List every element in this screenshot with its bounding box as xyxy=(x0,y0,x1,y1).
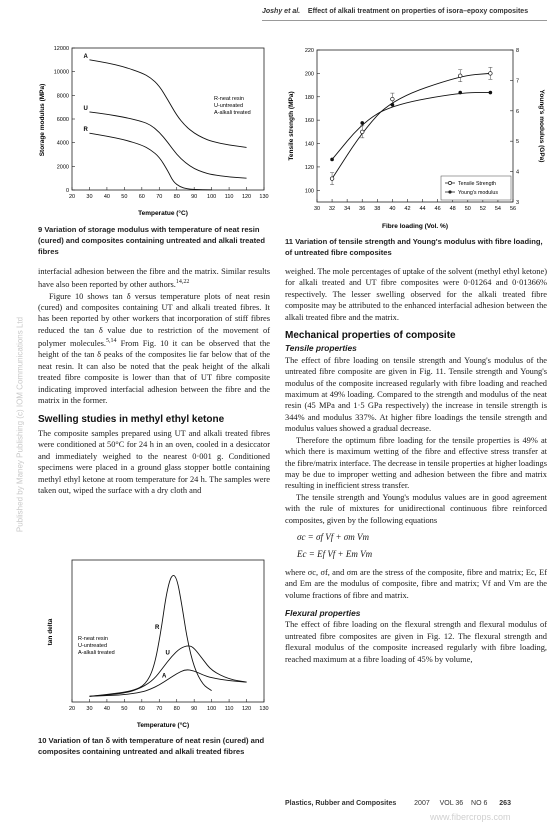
y-tick-label: 100 xyxy=(304,188,314,195)
series-line-A xyxy=(89,670,246,696)
x-tick-label: 30 xyxy=(86,194,93,200)
x-tick-label: 32 xyxy=(329,206,336,212)
x-tick-label: 70 xyxy=(156,194,163,200)
subsection-heading: Tensile properties xyxy=(285,343,357,354)
x-tick-label: 42 xyxy=(404,206,411,212)
paragraph: interfacial adhesion between the fibre and the matrix. Similar results have also been reported by other authors.$^{14,22}$ xyxy=(38,267,270,290)
x-tick-label: 46 xyxy=(434,206,441,212)
legend-entry: U-untreated xyxy=(78,643,108,649)
header-rule xyxy=(262,20,547,21)
y-tick-label: 200 xyxy=(304,71,314,78)
modulus-point xyxy=(458,91,462,95)
section-heading: Swelling studies in methyl ethyl ketone xyxy=(38,414,225,426)
legend-entry: Tensile Strength xyxy=(458,181,496,187)
x-axis-label: Temperatue (°C) xyxy=(138,210,188,217)
y-tick-label: 220 xyxy=(304,48,314,54)
tensile-point xyxy=(360,130,364,134)
series-label: A xyxy=(83,53,88,60)
paragraph: The effect of fibre loading on the flexural strength and flexural modulus of untreated fibre composites are given in Fig. 12. The flexural strength and flexural modulus of the composite increased regularly with fibre loading, reached maximum at a fibre loading of 45% by volume, xyxy=(285,620,547,664)
page-footer xyxy=(285,800,547,807)
modulus-point xyxy=(489,91,493,95)
figure-9-chart xyxy=(38,40,270,220)
series-line-U xyxy=(89,112,246,178)
legend-entry: R-neat resin xyxy=(214,96,244,102)
legend-entry: U-untreated xyxy=(214,103,244,109)
y2-tick-label: 7 xyxy=(516,78,520,85)
y-tick-label: 160 xyxy=(304,118,314,125)
x-tick-label: 120 xyxy=(241,706,252,712)
y-tick-label: 10000 xyxy=(53,69,69,76)
paragraph: where σc, σf, and σm are the stress of the composite, fibre and matrix; Ec, Ef and Em are the modulus of composite, fibre and matrix; Vf and Vm are the volume fractions of fibre and matrix. xyxy=(285,567,547,600)
y-tick-label: 140 xyxy=(304,141,314,148)
section-heading: Mechanical properties of composite xyxy=(285,330,456,342)
y-tick-label: 120 xyxy=(304,164,314,171)
running-header xyxy=(262,8,547,15)
y-tick-label: 0 xyxy=(65,188,69,194)
issue: NO 6 xyxy=(471,800,488,807)
x-tick-label: 40 xyxy=(389,206,396,212)
series-line-tensile xyxy=(332,73,490,178)
x-tick-label: 60 xyxy=(138,194,145,200)
modulus-point xyxy=(391,103,395,107)
y2-axis-label: Young's modulus (GPa) xyxy=(538,89,545,163)
y-tick-label: 180 xyxy=(304,94,314,101)
equation-2: Ec = Ef Vf + Em Vm xyxy=(297,549,373,560)
x-tick-label: 30 xyxy=(86,706,93,712)
right-column xyxy=(285,266,547,665)
x-tick-label: 52 xyxy=(479,206,486,212)
x-tick-label: 70 xyxy=(156,706,163,712)
volume: VOL 36 xyxy=(439,800,464,807)
x-tick-label: 34 xyxy=(344,206,351,212)
plot-frame xyxy=(72,560,264,702)
x-tick-label: 130 xyxy=(259,706,269,712)
x-tick-label: 60 xyxy=(138,706,145,712)
x-tick-label: 20 xyxy=(68,706,76,712)
paragraph: The composite samples prepared using UT and alkali treated fibres were conditioned at 50°C for 24 h in an oven, cooled in a desiccator and immediately weighed to the nearest 0·001 g. Conditioned specimens were placed in a ground glass stopper bottle containing methyl ethyl ketone at room temperature for 24 h. The samples were taken out, wiped the surface with a dry cloth and xyxy=(38,428,270,495)
x-tick-label: 48 xyxy=(449,206,456,212)
x-tick-label: 80 xyxy=(173,706,180,712)
tensile-point xyxy=(391,97,395,101)
x-tick-label: 100 xyxy=(207,194,217,200)
tensile-point xyxy=(489,72,493,76)
subsection-heading: Flexural properties xyxy=(285,607,361,618)
x-tick-label: 50 xyxy=(121,194,128,200)
tensile-point xyxy=(458,74,462,78)
publisher-sidebar: Published by Maney Publishing (c) IOM Communications Ltd xyxy=(15,316,25,533)
legend-entry: A-alkali treated xyxy=(214,110,251,116)
legend-entry: A-alkali treated xyxy=(78,650,115,656)
y2-tick-label: 4 xyxy=(516,169,520,176)
equation-1: σc = σf Vf + σm Vm xyxy=(297,531,369,542)
paragraph: weighed. The mole percentages of uptake of the solvent (methyl ethyl ketone) for alkali treated and UT fibre composites were 0·01264 and 0·01366% respectively. The lesser swelling observed for the alkali treated fibre composite may be attributed to the enhanced interfacial adhesion between the alkali treated fibre and the matrix. xyxy=(285,267,547,322)
x-tick-label: 40 xyxy=(103,194,110,200)
figure-11-caption: 11 Variation of tensile strength and Young's modulus with fibre loading, of untreated fibre composites xyxy=(285,237,543,257)
x-tick-label: 120 xyxy=(241,194,252,200)
x-tick-label: 80 xyxy=(173,194,180,200)
legend xyxy=(441,176,511,200)
series-label: R xyxy=(83,127,88,134)
header-authors: Joshy et al. xyxy=(262,8,301,15)
x-tick-label: 90 xyxy=(191,706,198,712)
x-axis-label: Temperature (°C) xyxy=(136,722,190,729)
y-tick-label: 12000 xyxy=(53,46,69,52)
y-axis-label: Tensile strength (MPa) xyxy=(288,91,295,161)
x-tick-label: 38 xyxy=(374,206,381,212)
series-label: A xyxy=(162,673,167,680)
x-tick-label: 110 xyxy=(224,706,234,712)
legend-entry: Young's modulus xyxy=(458,190,498,196)
left-column-upper xyxy=(38,266,270,496)
page-number: 263 xyxy=(499,800,511,807)
y2-tick-label: 3 xyxy=(516,200,520,206)
header-title: Effect of alkali treatment on properties of isora–epoxy composites xyxy=(307,8,529,15)
x-tick-label: 100 xyxy=(207,706,217,712)
paragraph: Therefore the optimum fibre loading for the tensile properties is 49% at which there is maximum wetting of the fibre and effective stress transfer at the fibre/matrix interface. The decrease in tensile properties at higher loadings may be due to improper wetting and adhesion between the fibre and matrix resulting in inefficient stress transfer. xyxy=(285,435,547,491)
x-tick-label: 50 xyxy=(121,706,128,712)
y-axis-label: tan delta xyxy=(47,618,54,646)
paragraph: The tensile strength and Young's modulus values are in good agreement with the rule of mixtures for unidirectional continuous fibre reinforced composites, given by the following equations xyxy=(285,492,547,525)
plot-frame xyxy=(72,48,264,190)
journal-name: Plastics, Rubber and Composites xyxy=(285,800,397,807)
tensile-point xyxy=(330,177,334,181)
x-tick-label: 44 xyxy=(419,206,426,212)
figure-9-caption: 9 Variation of storage modulus with temperature of neat resin (cured) and composites containing untreated and alkali treated fibres xyxy=(38,225,266,256)
x-tick-label: 40 xyxy=(103,706,110,712)
x-tick-label: 110 xyxy=(224,194,234,200)
figure-10-chart xyxy=(38,552,270,732)
series-line-R xyxy=(89,133,211,190)
y2-tick-label: 5 xyxy=(516,139,520,146)
y2-tick-label: 6 xyxy=(516,108,520,115)
figure-10-caption: 10 Variation of tan δ with temperature of neat resin (cured) and composites containing untreated and alkali treated fibres xyxy=(38,736,265,756)
y-axis-label: Storage modulus (MPa) xyxy=(39,83,46,157)
modulus-point xyxy=(330,158,334,162)
series-label: U xyxy=(165,650,170,657)
series-label: R xyxy=(155,625,160,631)
paragraph: The effect of fibre loading on tensile strength and Young's modulus of the untreated fibre composite are given in Fig. 11. Tensile strength and Young's modulus of the composite increased regularly with fibre loading and reached maximum at 49% loading. Compared to the strength and modulus of the neat resin (45 MPa and 1·5 GPa respectively) the increase in tensile strength is 344% and modulus 337%. At higher fibre loadings the tensile strength and modulus values showed a gradual decrease. xyxy=(285,355,547,434)
x-tick-label: 90 xyxy=(191,194,198,200)
paragraph: Figure 10 shows tan δ versus temperature plots of neat resin (cured) and composites containing UT and alkali treated fibres. It has been reported by other workers that incorporation of stiff fibres reduced the tan δ value due to restriction of the movement of polymer molecules.$^{5,14}$ From Fig. 10 it can be observed that the height of the tan δ peaks of the composites lie far below that of the neat resin. It can also be noted that the peak height of the alkali treated fibre composite is lower than that of UT fibre composite indicating improved interfacial adhesion between the fibre and the matrix in the former. xyxy=(38,291,270,406)
legend-entry: R-neat resin xyxy=(78,636,108,642)
modulus-point xyxy=(360,121,364,125)
y-tick-label: 2000 xyxy=(56,164,69,171)
series-label: U xyxy=(83,105,88,112)
x-tick-label: 130 xyxy=(259,194,269,200)
x-axis-label: Fibre loading (Vol. %) xyxy=(382,223,448,230)
year: 2007 xyxy=(414,800,430,807)
x-tick-label: 36 xyxy=(359,206,366,212)
y2-tick-label: 8 xyxy=(516,48,520,54)
x-tick-label: 54 xyxy=(494,206,501,212)
series-line-modulus xyxy=(332,93,490,160)
x-tick-label: 30 xyxy=(313,206,321,212)
watermark: www.fibercrops.com xyxy=(430,812,511,822)
x-tick-label: 56 xyxy=(509,206,517,212)
y-tick-label: 4000 xyxy=(56,140,69,147)
x-tick-label: 20 xyxy=(68,194,76,200)
figure-11-chart xyxy=(285,40,547,232)
y-tick-label: 8000 xyxy=(56,93,69,100)
y-tick-label: 6000 xyxy=(56,117,69,123)
x-tick-label: 50 xyxy=(464,206,471,212)
